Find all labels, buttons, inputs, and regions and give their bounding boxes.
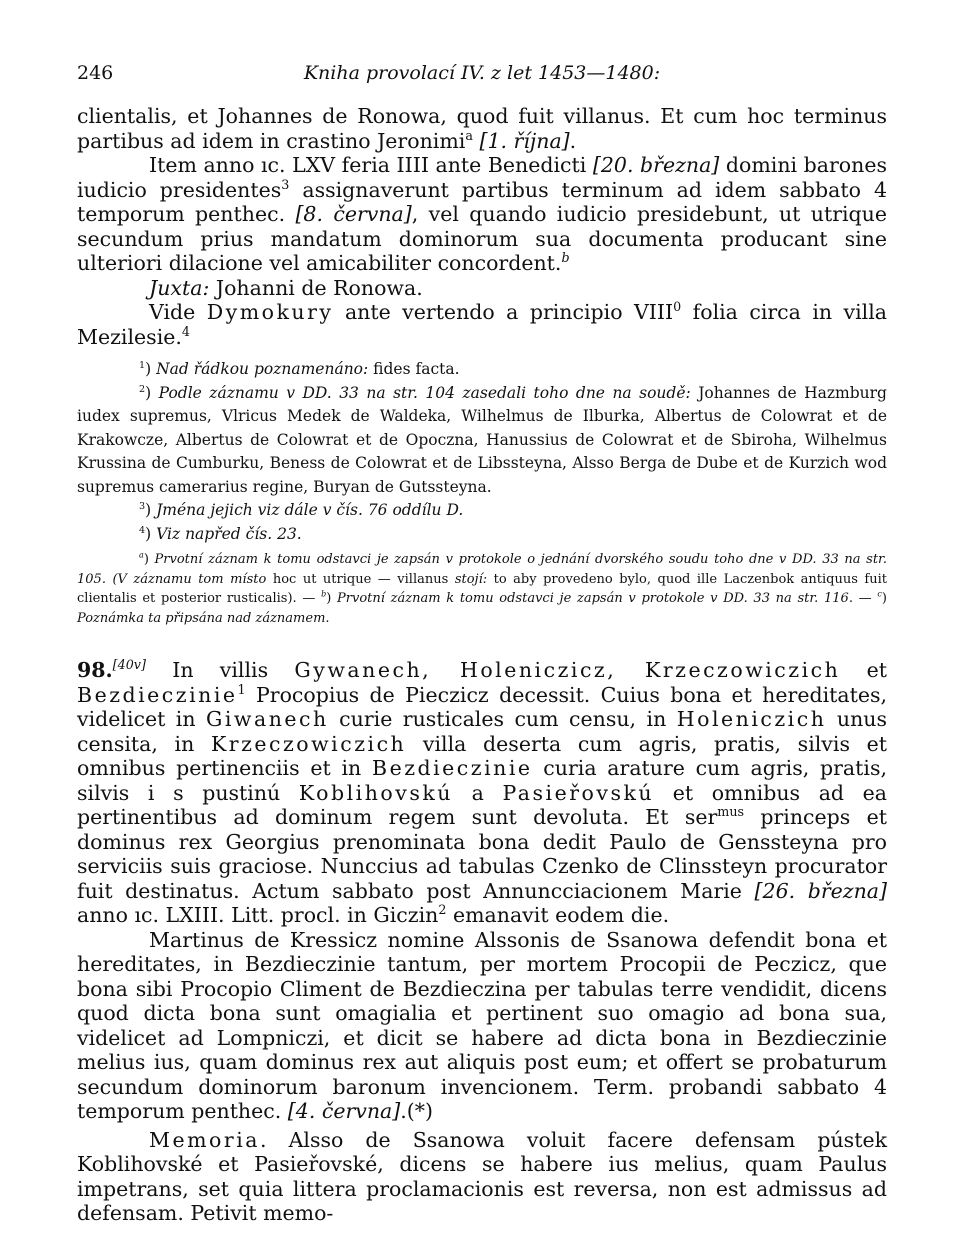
paragraph-juxta [77, 276, 887, 301]
footnote-number: 1 [139, 359, 146, 371]
text-run: princeps et dominus rex Georgius prenominata bona dedit Paulo de Genssteyna pro serviciis suis graciose. Nunccius ad tabulas Czenko de Clinssteyn procurator fuit destinatus. Actum sabbato post Annuncciacionem Marie [77, 805, 887, 903]
text-run: Item anno ıc. LXV feria IIII ante Benedicti [149, 153, 593, 177]
text-run: Johannes de Hazmburg iudex supremus, Vlricus Medek de Waldeka, Wilhelmus de Ilburka, Albertus de Colowrat et de Krakowcze, Albertus de Colowrat et de Opoczna, Hanussius de Colowrat et de Sbiroha, Wilhelmus Krussina de Cumburku, Beness de Colowrat et de Libssteyna, Alsso Berga de Dube et de Kurzich wod supremus camerarius regine, Buryan de Gutssteyna. [77, 383, 887, 496]
footnote-4: $^4$) Viz napřed čís. 23. [139, 524, 302, 543]
spacer [77, 628, 887, 658]
apparatus-mark: a [465, 127, 473, 143]
text-run: et omnibus ad ea pertinentibus ad dominum regem sunt devoluta. Et ser [77, 780, 887, 829]
text-run: . [569, 128, 577, 153]
date-gloss: [1. října] [479, 128, 570, 153]
text-run: et [840, 658, 887, 682]
spacer [77, 349, 887, 358]
text-run: to aby provedeno bylo, quod ille Laczenbok antiquus fuit clientalis et posterior rusticalis). — [77, 571, 888, 606]
text-run: curia arature cum agris, pratis, silvis i s pustinú [77, 756, 887, 805]
footnote-number: 4 [139, 524, 146, 536]
text-run: curie rusticales cum censu, in [328, 707, 677, 731]
text-run: Viz napřed čís. 23. [156, 524, 302, 543]
date-gloss: [8. června] [295, 202, 412, 226]
footnote-mark: 2 [438, 902, 447, 918]
spaced-name: Giwanech [206, 707, 329, 731]
spaced-name: Dymokury [206, 300, 334, 324]
spaced-name: Memoria [149, 1127, 260, 1152]
text-run: fides facta. [368, 360, 460, 378]
spaced-name: Holeniczich [676, 707, 827, 731]
text-run: clientalis, et Johannes de Ronowa, quod fuit villanus. Et cum hoc terminus partibus ad idem in crastino Jeronimi [77, 104, 887, 153]
text-run: Martinus de Kressicz nomine Alssonis de Ssanowa defendit bona et hereditates, in Bezdieczinie tantum, per mortem Procopii de Peczicz, que bona sibi Procopio Climent de Bezdieczina per tabulas terre vendidit, dicens quod dicta bona sunt omagialia et pertinent suo omagio ad bona sua, videlicet ad Lompniczi, et dicit se habere ad dicta bona in Bezdieczinie melius ius, quam dominus rex aut aliquis post eum; et offert se probaturum secundum dominorum baronum invencionem. Term. probandi sabbato 4 temporum penthec. [77, 927, 887, 1123]
folio-reference: [40v] [112, 657, 146, 673]
footnote-2: $^2$) Podle záznamu v DD. 33 na str. 104 zasedali toho dne na soudě: Johannes de Hazmburg iudex supremus, Vlricus Medek de Waldeka, Wilhelmus de Ilburka, Albertus de Colowrat et de Krakowcze, Albertus de Colowrat et de Opoczna, Hanussius de Colowrat et de Sbiroha, Wilhelmus Krussina de Cumburku, Beness de Colowrat et de Libssteyna, Alsso Berga de Dube et de Kurzich wod supremus camerarius regine, Buryan de Gutssteyna. [77, 383, 887, 496]
footnote-mark: 4 [181, 323, 190, 339]
page-header [77, 58, 887, 88]
text-run: Prvotní záznam k tomu odstavci je zapsán v protokole o jednání dvorského soudu toho dne v DD. 33 na str. 105. (V záznamu tom místo [77, 552, 887, 587]
text-run: unus censita, in [77, 707, 887, 756]
spaced-name: Krzeczowiczich [210, 731, 407, 756]
spaced-name: Gywanech, Holeniczicz, Krzeczowiczich [294, 658, 841, 682]
text-run: Podle záznamu v DD. 33 na str. 104 zasedali toho dne na soudě: [158, 383, 691, 402]
text-run: Nad řádkou poznamenáno: [156, 360, 369, 378]
footnote-number: 3 [139, 500, 146, 512]
footnote-3: $^3$) Jména jejich viz dále v čís. 76 oddílu D. [139, 500, 464, 519]
footnote-mark: 1 [237, 681, 246, 697]
paragraph-martinus [77, 928, 887, 1124]
entry-number: 98. [77, 658, 113, 682]
footnote-number: 2 [139, 383, 146, 395]
text-run: ante vertendo a principio VIII [333, 300, 674, 324]
paragraph-vide [77, 300, 887, 349]
text-run: anno ıc. LXIII. Litt. procl. in Giczin [77, 903, 439, 927]
text-run: , vel quando iudicio presidebunt, ut utrique secundum prius mandatum dominorum sua documenta producant sine ulteriori dilacione vel amicabiliter concordent. [77, 202, 888, 275]
text-run: Procopius de Pieczicz decessit. Cuius bona et hereditates, videlicet in [77, 682, 887, 731]
text-run: Johanni de Ronowa. [209, 275, 423, 300]
spaced-name: Bezdieczinie [372, 756, 533, 780]
page-number: 246 [77, 62, 114, 84]
footnote-mark: 3 [281, 176, 290, 192]
apparatus-letter: b [321, 589, 327, 599]
footnote-1: $^1$) Nad řádkou poznamenáno: fides facta. [139, 359, 460, 378]
superscript: 0 [673, 299, 682, 315]
text-run: Poznámka ta připsána nad záznamem. [77, 610, 330, 626]
text-run: villa deserta cum agris, pratis, silvis et omnibus pertinenciis et in [77, 731, 887, 780]
text-run: Prvotní záznam k tomu odstavci je zapsán v protokole v DD. 33 na str. 116. — [337, 591, 878, 606]
text-run: stojí: [454, 571, 488, 587]
date-gloss: [20. března] [592, 153, 720, 177]
text-run: assignaverunt partibus terminum ad idem sabbato 4 temporum penthec. [77, 177, 887, 226]
date-gloss: [26. března] [754, 878, 887, 903]
date-gloss: [4. června] [287, 1099, 401, 1123]
juxta-label: Juxta: [149, 275, 210, 300]
text-run: a [452, 780, 503, 805]
spaced-name: Pasieřovskú [502, 780, 655, 805]
text-run: In villis [145, 658, 295, 682]
spaced-name: Koblihovskú [298, 780, 453, 805]
paragraph-memoria [77, 1128, 887, 1226]
text-run: domini barones iudicio presidentes [77, 153, 887, 202]
text-run: .(*) [400, 1099, 434, 1123]
text-run: hoc ut utrique — villanus [266, 571, 455, 587]
page-body [77, 104, 887, 1226]
text-run: . Alsso de Ssanowa voluit facere defensam pústek Koblihovské et Pasieřovské, dicens se habere ius melius, quam Paulus impetrans, set quia littera proclamacionis est reversa, non est admissus ad defensam. Petivit memo- [77, 1127, 887, 1225]
superscript: mus [717, 804, 745, 820]
text-run: Vide [149, 300, 207, 324]
text-run: Jména jejich viz dále v čís. 76 oddílu D. [156, 501, 464, 519]
apparatus-letter: a [139, 550, 144, 560]
apparatus-notes: $^a$) Prvotní záznam k tomu odstavci je zapsán v protokole o jednání dvorského soudu toho dne v DD. 33 na str. 105. (V záznamu tom místo hoc ut utrique — villanus stojí: to aby provedeno bylo, quod ille Laczenbok antiquus fuit clientalis et posterior rusticalis). — $^b$) Prvotní záznam k tomu odstavci je zapsán v protokole v DD. 33 na str. 116. — $^c$) Poznámka ta připsána nad záznamem. [77, 550, 888, 626]
spaced-name: Bezdieczinie [77, 682, 238, 707]
paragraph-item-anno [77, 153, 887, 276]
entry-98 [77, 658, 887, 928]
text-run: emanavit eodem die. [446, 903, 670, 927]
text-run: folia circa in villa Mezilesie. [77, 300, 887, 349]
running-head: Kniha provolací IV. z let 1453—1480: [303, 62, 661, 84]
paragraph-clientalis [77, 104, 887, 153]
apparatus-mark: b [561, 250, 570, 266]
apparatus-letter: c [877, 589, 882, 599]
